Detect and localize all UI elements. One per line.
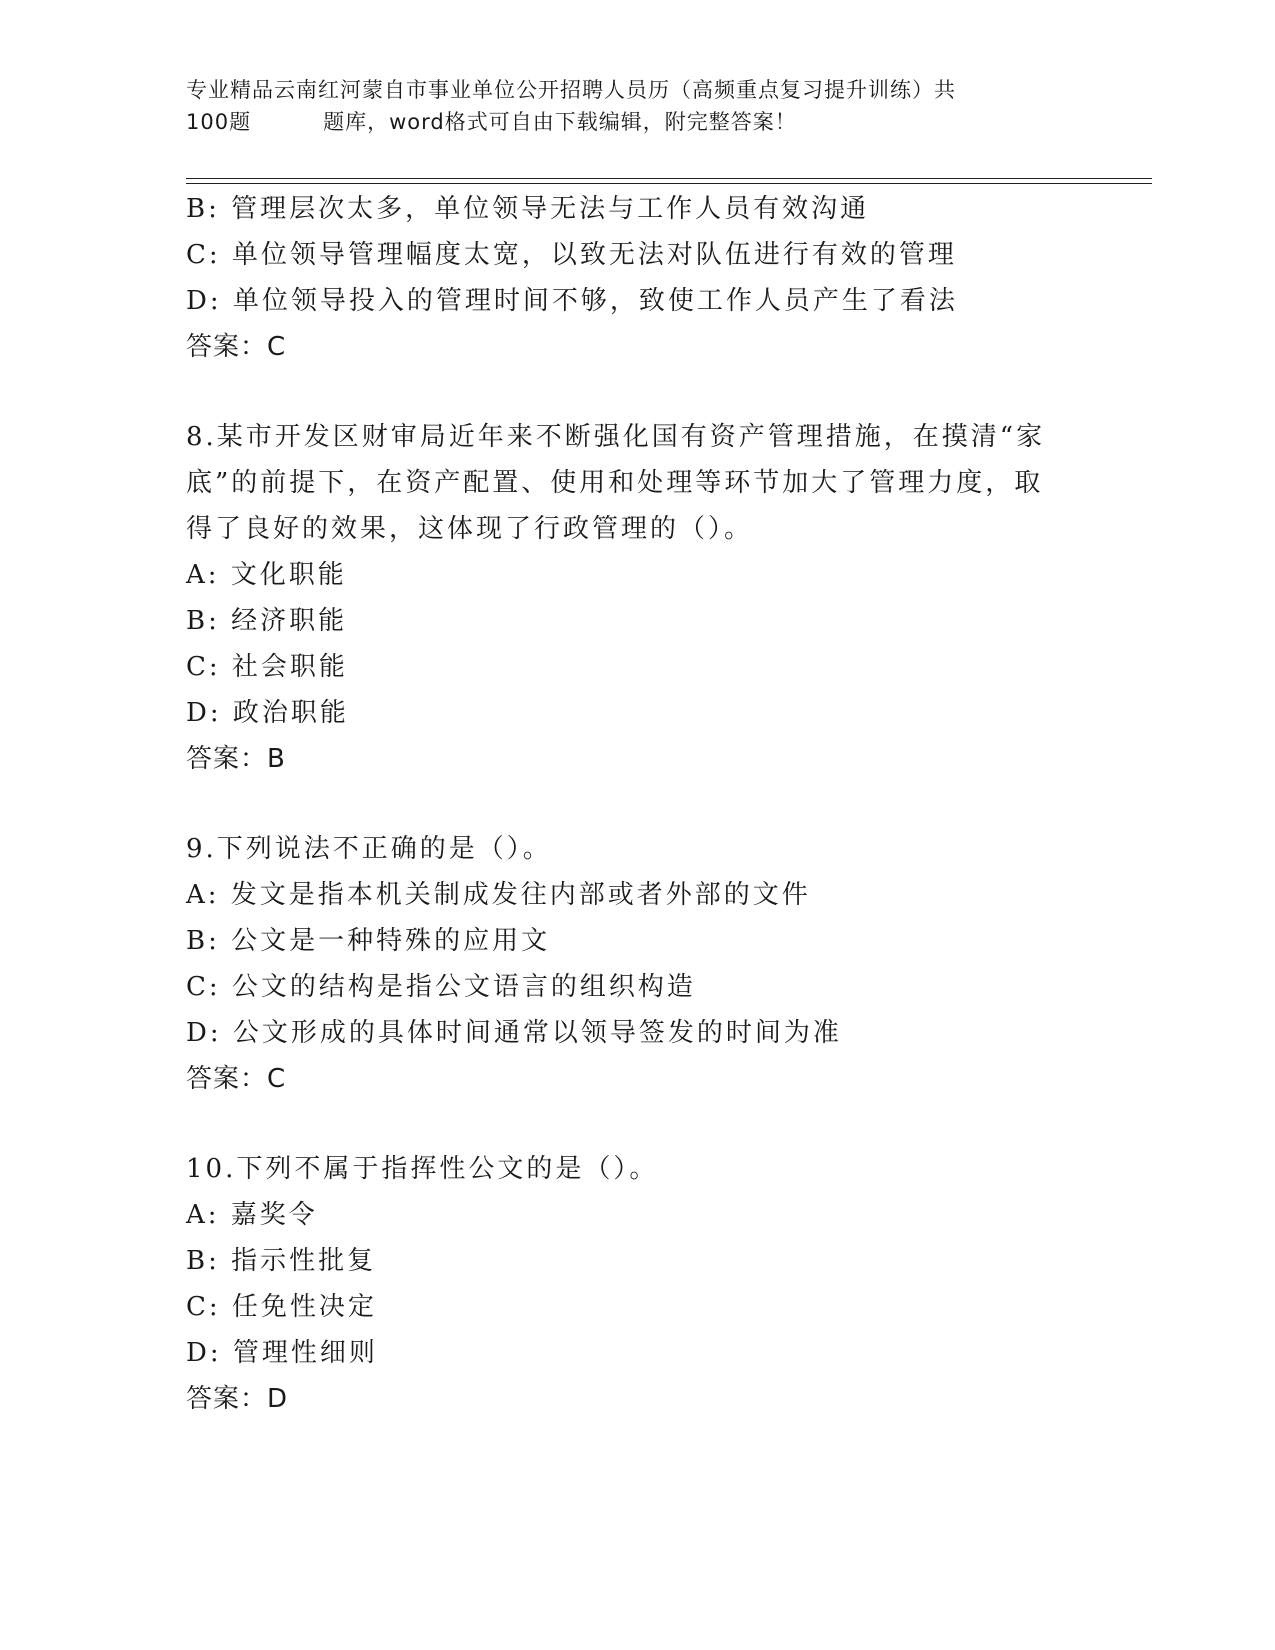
option-b: B: 指示性批复	[186, 1246, 377, 1276]
question-7-continued	[186, 186, 1066, 370]
option-a: A: 文化职能	[186, 560, 347, 590]
option-c: C: 单位领导管理幅度太宽，以致无法对队伍进行有效的管理	[186, 240, 957, 270]
option-c: C: 公文的结构是指公文语言的组织构造	[186, 972, 696, 1002]
header-title-line-2	[186, 106, 1066, 138]
option-b: B: 管理层次太多，单位领导无法与工作人员有效沟通	[186, 194, 870, 224]
answer-line: 答案：C	[186, 332, 287, 362]
option-d: D: 单位领导投入的管理时间不够，致使工作人员产生了看法	[186, 286, 958, 316]
answer-line: 答案：C	[186, 1064, 287, 1094]
question-stem-line: 8.某市开发区财审局近年来不断强化国有资产管理措施，在摸清“家	[186, 422, 1046, 452]
header-divider-top	[186, 178, 1152, 179]
question-stem-line: 得了良好的效果，这体现了行政管理的（）。	[186, 514, 754, 544]
question-8	[186, 414, 1066, 782]
header-description: 题库，word格式可自由下载编辑，附完整答案！	[323, 110, 797, 134]
option-b: B: 经济职能	[186, 606, 348, 636]
header-title-line-1: 专业精品云南红河蒙自市事业单位公开招聘人员历（高频重点复习提升训练）共	[186, 78, 956, 102]
header-divider-bottom	[186, 183, 1152, 184]
question-content	[186, 186, 1066, 1422]
option-b: B: 公文是一种特殊的应用文	[186, 926, 551, 956]
question-stem-line: 10.下列不属于指挥性公文的是（）。	[186, 1154, 659, 1184]
answer-line: 答案：D	[186, 1384, 289, 1414]
option-d: D: 管理性细则	[186, 1338, 378, 1368]
document-header	[186, 74, 1066, 138]
question-stem-line: 底”的前提下，在资产配置、使用和处理等环节加大了管理力度，取	[186, 468, 1044, 498]
question-stem-line: 9.下列说法不正确的是（）。	[186, 834, 552, 864]
option-d: D: 政治职能	[186, 698, 349, 728]
question-9	[186, 826, 1066, 1102]
header-question-count: 100题	[186, 110, 252, 134]
question-10	[186, 1146, 1066, 1422]
option-d: D: 公文形成的具体时间通常以领导签发的时间为准	[186, 1018, 842, 1048]
option-c: C: 社会职能	[186, 652, 348, 682]
option-a: A: 发文是指本机关制成发往内部或者外部的文件	[186, 880, 811, 910]
answer-line: 答案：B	[186, 744, 286, 774]
option-a: A: 嘉奖令	[186, 1200, 318, 1230]
option-c: C: 任免性决定	[186, 1292, 377, 1322]
